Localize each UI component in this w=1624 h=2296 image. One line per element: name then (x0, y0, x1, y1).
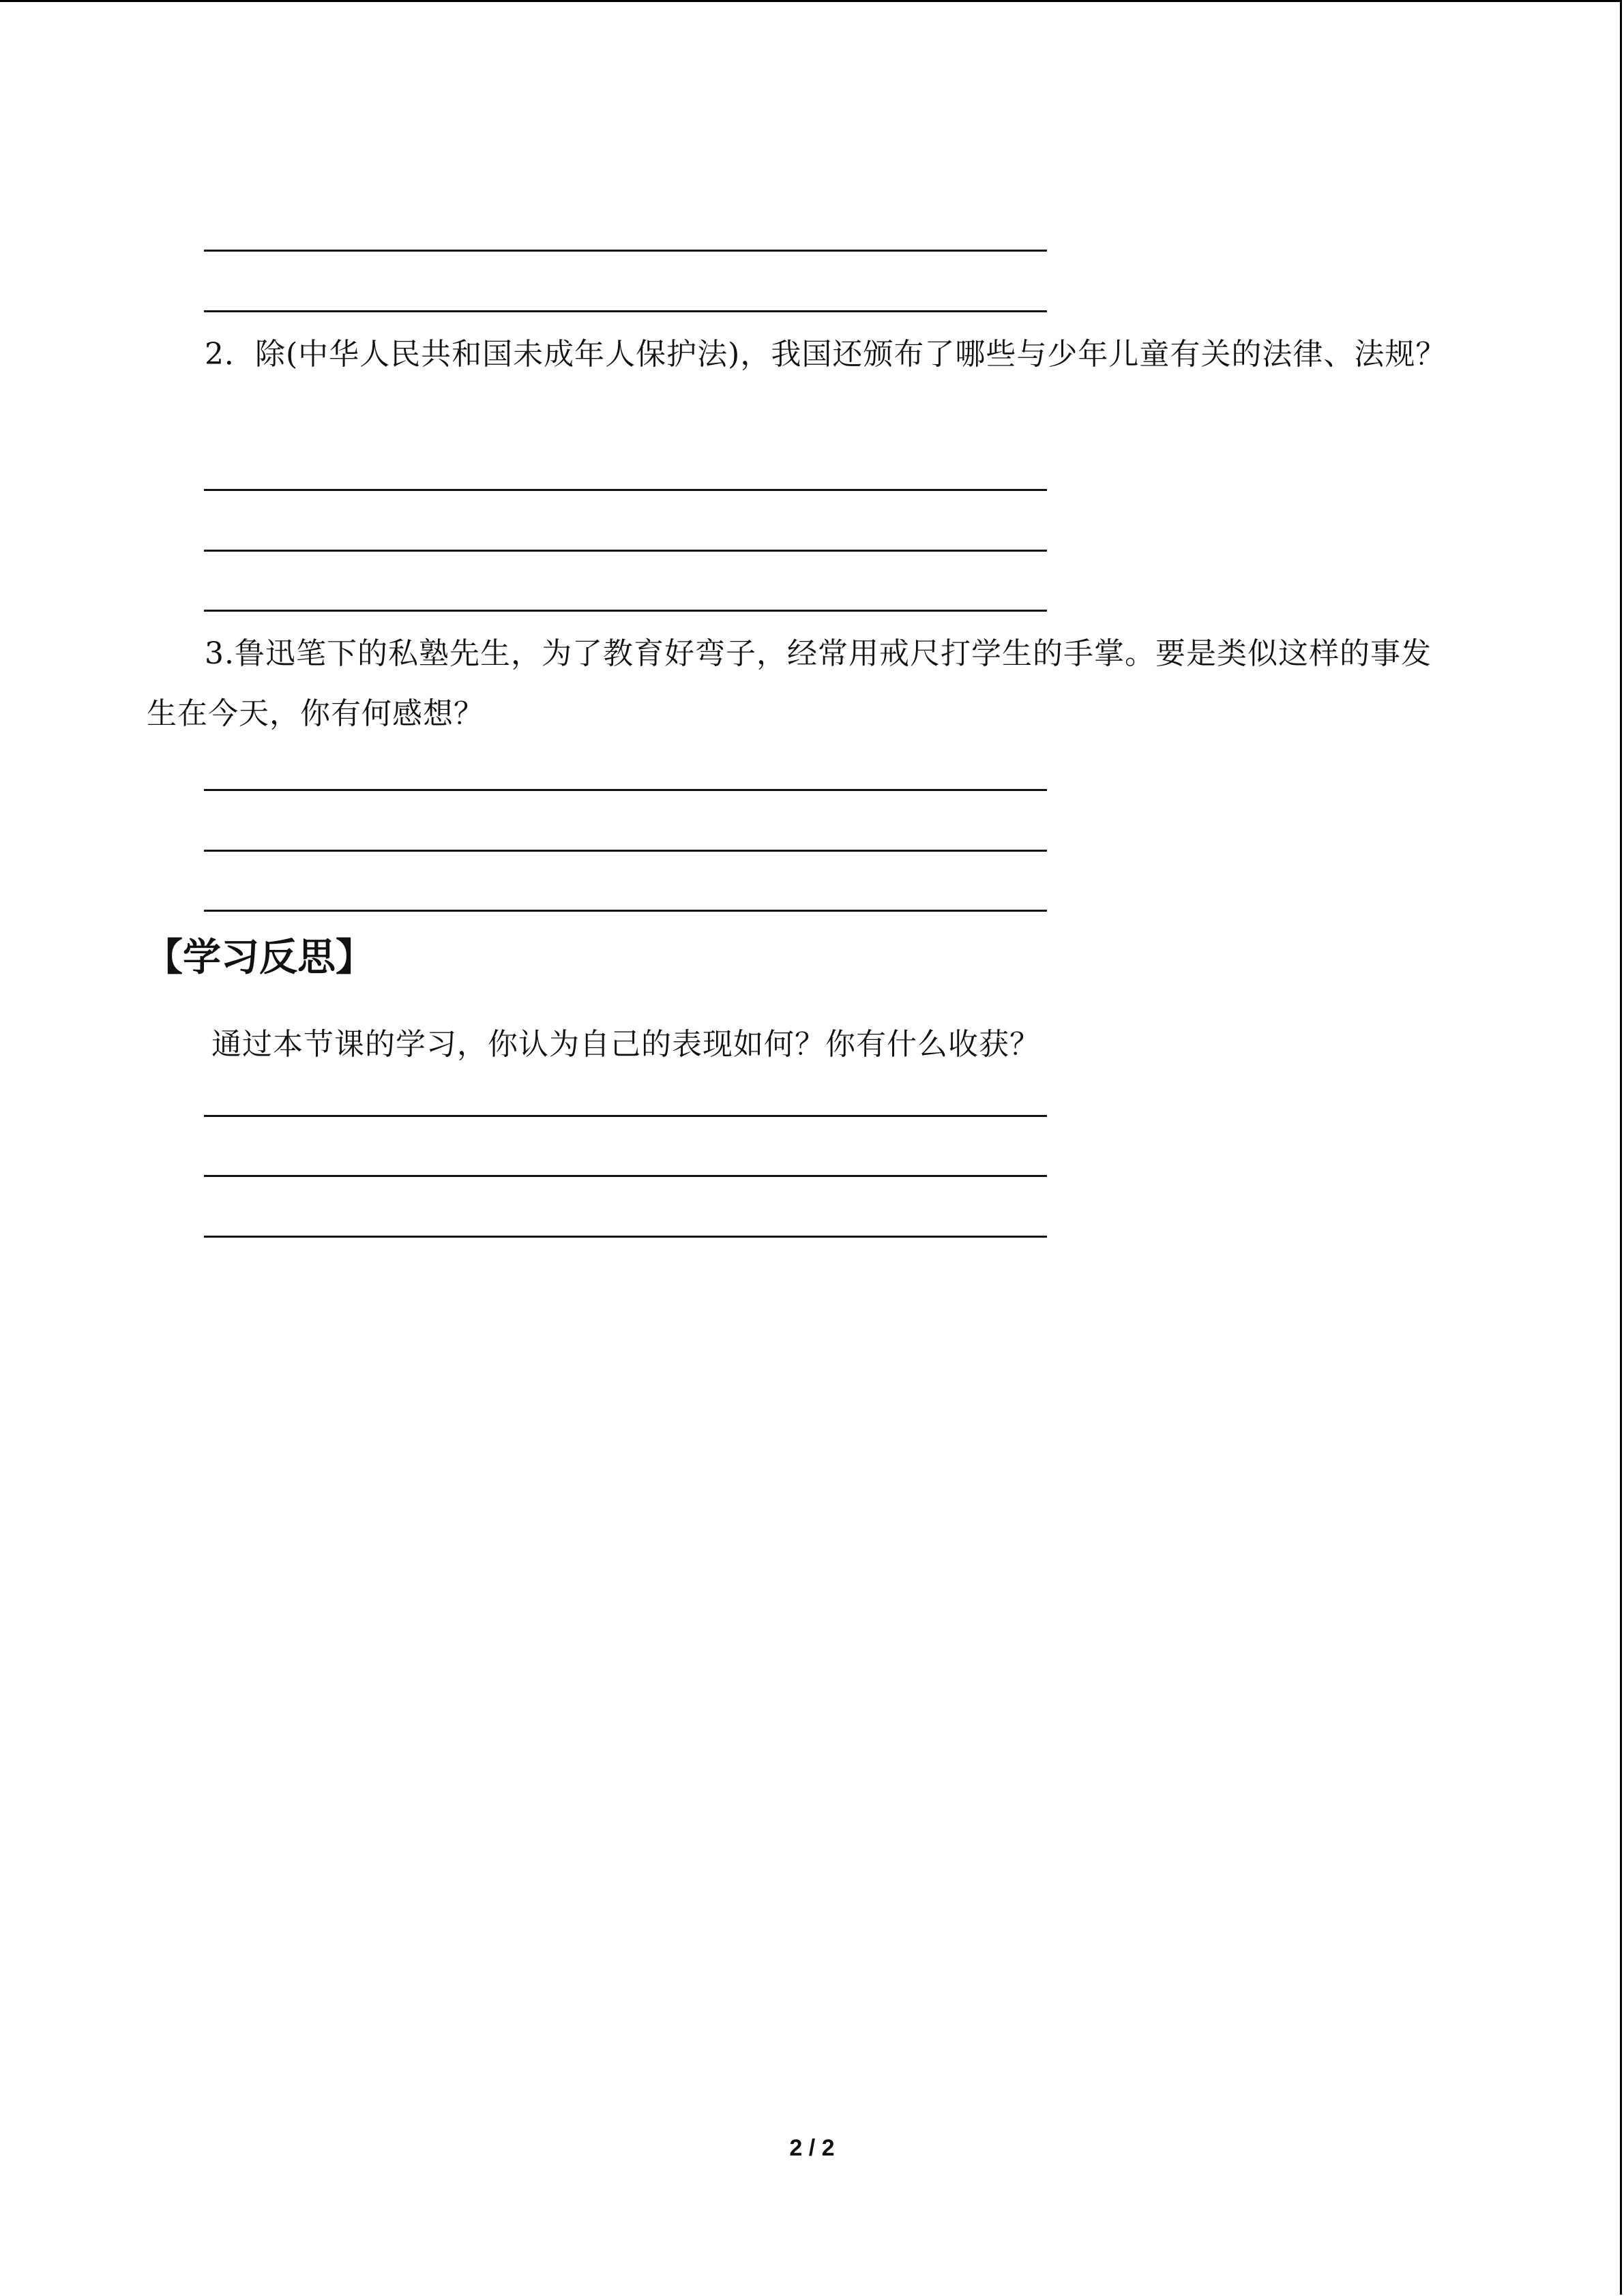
section-heading-reflection: 【学习反思】 (145, 936, 374, 980)
answer-line[interactable] (204, 1236, 1047, 1238)
answer-line[interactable] (204, 310, 1047, 312)
answer-line[interactable] (204, 610, 1047, 612)
question-3-text: 3.鲁迅笔下的私塾先生，为了教育好弯子，经常用戒尺打学生的手掌。要是类似这样的事发生在今天，你有何感想？ (147, 636, 1432, 731)
answer-line[interactable] (204, 1175, 1047, 1177)
answer-line[interactable] (204, 250, 1047, 252)
reflection-prompt: 通过本节课的学习，你认为自己的表现如何？你有什么收获？ (211, 1027, 1040, 1062)
answer-line[interactable] (204, 850, 1047, 852)
answer-line[interactable] (204, 550, 1047, 552)
answer-line[interactable] (204, 910, 1047, 912)
page-number: 2 / 2 (789, 2135, 835, 2161)
question-2-text: 2．除(中华人民共和国未成年人保护法)，我国还颁布了哪些与少年儿童有关的法律、法规？ (205, 337, 1447, 372)
answer-line[interactable] (204, 489, 1047, 491)
answer-line[interactable] (204, 789, 1047, 791)
answer-line[interactable] (204, 1115, 1047, 1117)
